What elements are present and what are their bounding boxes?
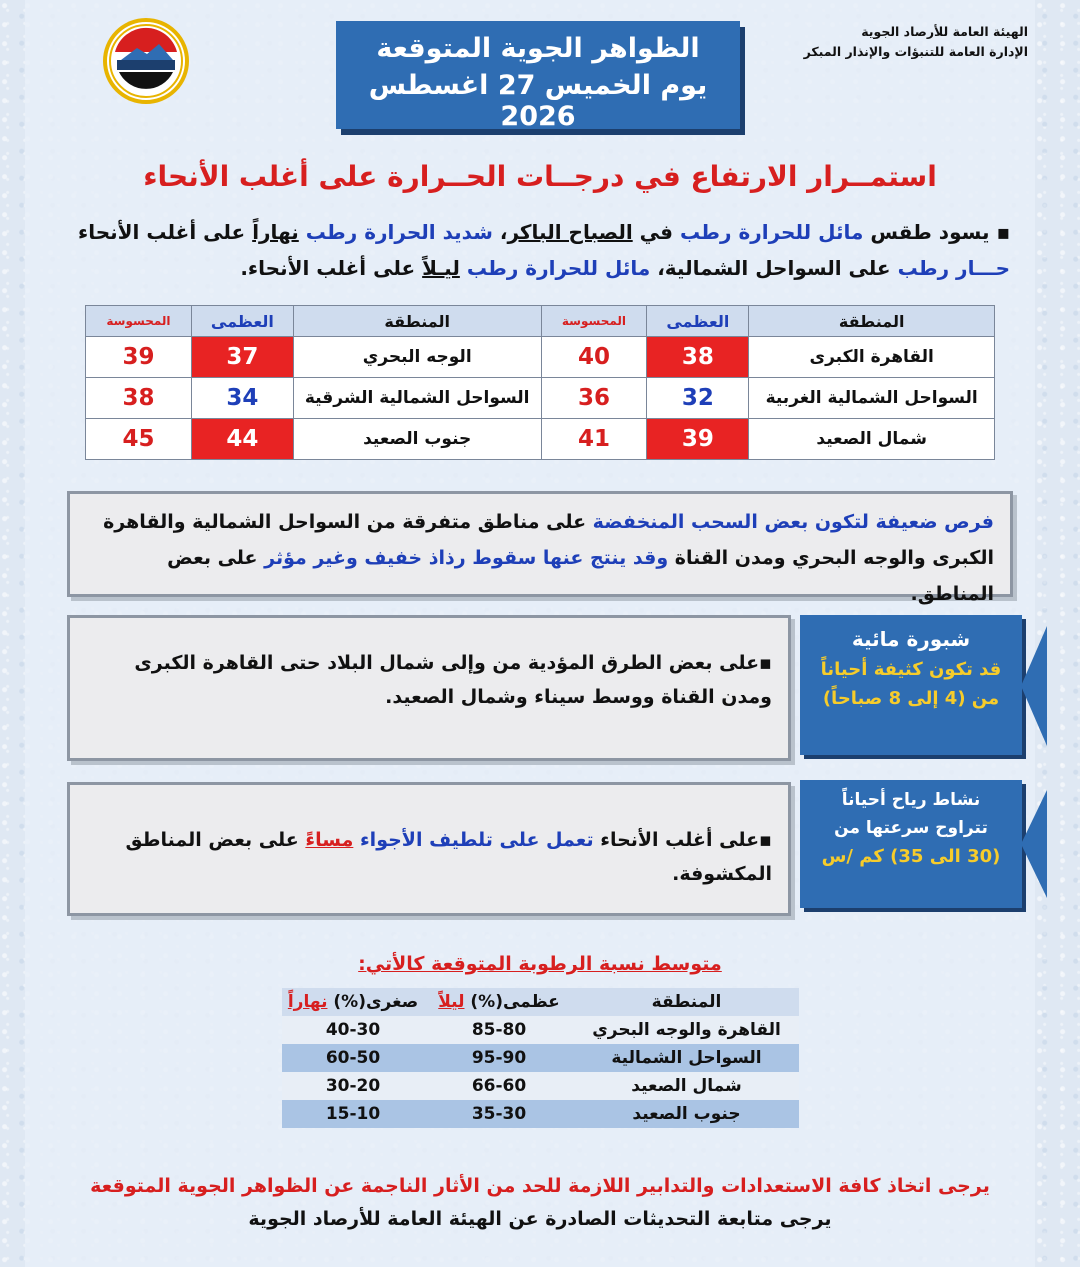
wind-highlight: تعمل على تلطيف الأجواء — [359, 829, 594, 851]
wind-text: ▪على أغلب الأنحاء — [593, 829, 772, 851]
humidity-table — [282, 988, 799, 1128]
clouds-highlight: وقد ينتج عنها سقوط رذاذ خفيف وغير مؤثر — [264, 547, 669, 569]
region-cell: شمال الصعيد — [749, 419, 995, 460]
summary-text: يسود طقس — [863, 220, 990, 244]
humidity-header-min-time: نهاراً — [287, 992, 328, 1012]
humidity-min-cell: 40-30 — [282, 1016, 424, 1044]
bulletin-date: يوم الخميس 27 اغسطس 2026 — [368, 70, 708, 132]
clouds-text: على مناطق متفرقة من السواحل الشمالية والقاهرة الكبرى والوجه البحري ومدن القناة — [103, 511, 994, 569]
humidity-region-cell: السواحل الشمالية — [574, 1044, 799, 1072]
region-cell: القاهرة الكبرى — [749, 337, 995, 378]
feels-like-cell: 41 — [541, 419, 647, 460]
humidity-min-cell: 30-20 — [282, 1072, 424, 1100]
feels-like-cell: 36 — [541, 378, 647, 419]
header-feels: المحسوسة — [541, 306, 647, 337]
fog-notice-text: ▪على بعض الطرق المؤدية من وإلى شمال البلاد حتى القاهرة الكبرى ومدن القناة ووسط سيناء وشمال الصعيد. — [134, 652, 772, 708]
wind-speed-label: تتراوح سرعتها من — [834, 818, 988, 838]
humidity-header-max-time: ليلاً — [438, 992, 465, 1012]
header-max: العظمى — [191, 306, 293, 337]
humidity-title-text: متوسط نسبة الرطوبة المتوقعة كالأتي: — [358, 953, 722, 975]
table-row — [282, 1100, 799, 1128]
wind-label-panel — [800, 780, 1022, 908]
headline: استمــرار الارتفاع في درجــات الحــرارة على أغلب الأنحاء — [143, 160, 937, 193]
fog-label-panel — [800, 615, 1022, 755]
summary-text — [299, 220, 306, 244]
feels-like-cell: 38 — [86, 378, 192, 419]
organization-header — [804, 22, 1028, 62]
humidity-header-max-label: عظمى(%) — [464, 992, 560, 1012]
header-region: المنطقة — [293, 306, 541, 337]
fog-hours: من (4 إلى 8 صباحاً) — [822, 688, 1000, 709]
humidity-max-cell: 85-80 — [424, 1016, 574, 1044]
fog-density: قد تكون كثيفة أحياناً — [820, 659, 1002, 680]
clouds-text: على بعض المناطق. — [167, 547, 994, 605]
humidity-min-cell: 15-10 — [282, 1100, 424, 1128]
header-max: العظمى — [647, 306, 749, 337]
humidity-table-header — [282, 988, 799, 1016]
summary-text: على السواحل الشمالية، — [650, 256, 898, 280]
summary-highlight: مائل للحرارة رطب — [679, 220, 864, 244]
meteorological-authority-logo — [103, 18, 189, 104]
table-row — [86, 378, 995, 419]
fog-panel-arrow — [1021, 626, 1047, 746]
max-temp-cell: 32 — [647, 378, 749, 419]
header-feels: المحسوسة — [86, 306, 192, 337]
summary-highlight: مائل للحرارة رطب — [466, 256, 651, 280]
wind-title: نشاط رياح أحياناً — [841, 790, 981, 810]
humidity-min-cell: 60-50 — [282, 1044, 424, 1072]
region-cell: جنوب الصعيد — [293, 419, 541, 460]
region-cell: الوجه البحري — [293, 337, 541, 378]
humidity-region-cell: شمال الصعيد — [574, 1072, 799, 1100]
humidity-max-cell: 35-30 — [424, 1100, 574, 1128]
clouds-notice-box — [67, 491, 1013, 605]
bullet-marker: ▪ — [996, 220, 1010, 244]
org-department: الإدارة العامة للتنبؤات والإنذار المبكر — [803, 44, 1028, 59]
summary-underlined: الصباح الباكر — [507, 220, 633, 244]
fog-notice-box — [67, 615, 791, 761]
header-region: المنطقة — [749, 306, 995, 337]
summary-text: ، — [492, 220, 508, 244]
table-row — [282, 1016, 799, 1044]
humidity-title — [0, 953, 1080, 975]
wind-panel-arrow — [1021, 790, 1047, 898]
summary-text — [460, 256, 467, 280]
bulletin-title-box — [336, 21, 740, 132]
clouds-highlight: فرص ضعيفة لتكون بعض السحب المنخفضة — [592, 511, 994, 533]
clouds-notice-text — [70, 494, 1010, 612]
humidity-region-cell: القاهرة والوجه البحري — [574, 1016, 799, 1044]
max-temp-cell: 39 — [647, 419, 749, 460]
max-temp-cell: 38 — [647, 337, 749, 378]
wind-text — [353, 829, 360, 851]
wind-notice-box — [67, 782, 791, 916]
humidity-header-min — [282, 988, 424, 1016]
org-name: الهيئة العامة للأرصاد الجوية — [861, 24, 1028, 39]
summary-underlined: نهاراً — [252, 220, 299, 244]
summary-text: على أغلب الأنحاء. — [240, 256, 423, 280]
table-row — [282, 1072, 799, 1100]
summary-underlined: ليـلاً — [422, 256, 460, 280]
humidity-header-max — [424, 988, 574, 1016]
temperature-table-header — [86, 306, 995, 337]
humidity-region-cell: جنوب الصعيد — [574, 1100, 799, 1128]
updates-footer: يرجى متابعة التحديثات الصادرة عن الهيئة العامة للأرصاد الجوية — [248, 1208, 832, 1230]
summary-text: في — [632, 220, 680, 244]
advisory-footer: يرجى اتخاذ كافة الاستعدادات والتدابير اللازمة للحد من الأثار الناجمة عن الظواهر الجوية المتوقعة — [90, 1175, 990, 1197]
feels-like-cell: 40 — [541, 337, 647, 378]
region-cell: السواحل الشمالية الشرقية — [293, 378, 541, 419]
temperature-table — [85, 305, 995, 460]
fog-title: شبورة مائية — [851, 627, 971, 651]
humidity-header-region: المنطقة — [574, 988, 799, 1016]
humidity-header-min-label: صغرى(%) — [327, 992, 419, 1012]
bulletin-title: الظواهر الجوية المتوقعة — [376, 33, 700, 64]
table-row — [86, 419, 995, 460]
max-temp-cell: 44 — [191, 419, 293, 460]
max-temp-cell: 37 — [191, 337, 293, 378]
wind-text: على بعض المناطق المكشوفة. — [125, 829, 772, 885]
summary-highlight: حـــار رطب — [897, 256, 1010, 280]
summary-text: على أغلب الأنحاء — [77, 220, 253, 244]
wind-speed-range: (30 الى 35) كم /س — [821, 846, 1001, 867]
table-row — [282, 1044, 799, 1072]
feels-like-cell: 45 — [86, 419, 192, 460]
table-row — [86, 337, 995, 378]
humidity-max-cell: 95-90 — [424, 1044, 574, 1072]
max-temp-cell: 34 — [191, 378, 293, 419]
summary-highlight: شديد الحرارة رطب — [305, 220, 493, 244]
wind-time-highlight: مساءً — [305, 829, 354, 851]
summary-line-2 — [70, 251, 1010, 285]
feels-like-cell: 39 — [86, 337, 192, 378]
humidity-max-cell: 66-60 — [424, 1072, 574, 1100]
summary-line-1 — [70, 215, 1010, 249]
region-cell: السواحل الشمالية الغربية — [749, 378, 995, 419]
wind-notice-text — [70, 785, 788, 891]
